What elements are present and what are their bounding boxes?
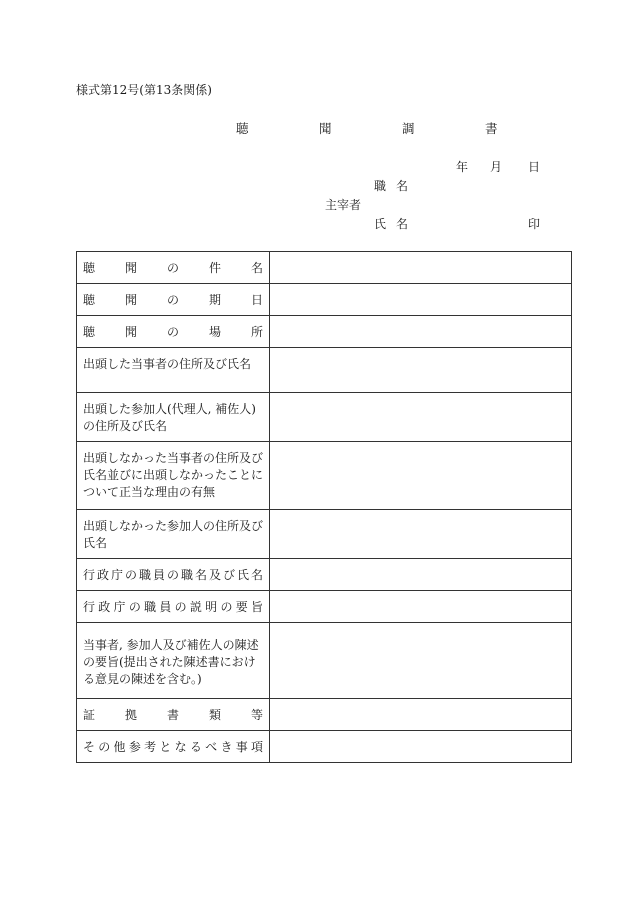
row-label-participant-absent: 出頭しなかった参加人の住所及び氏名 <box>77 510 270 559</box>
table-row <box>77 348 572 393</box>
table-row <box>77 393 572 442</box>
row-value-hearing-subject[interactable] <box>270 252 572 284</box>
signature-job-title-label: 職名 <box>374 179 419 193</box>
table-row <box>77 559 572 591</box>
row-value-hearing-date[interactable] <box>270 284 572 316</box>
row-label-official-name: 行政庁の職員の職名及び氏名 <box>77 559 270 591</box>
table-row <box>77 510 572 559</box>
row-label-text <box>83 707 263 724</box>
row-value-participant-attended[interactable] <box>270 393 572 442</box>
date-day-label: 日 <box>528 160 541 174</box>
row-value-other-matters[interactable] <box>270 731 572 763</box>
label-char: 拠 <box>124 708 137 723</box>
table-row <box>77 623 572 699</box>
row-value-official-name[interactable] <box>270 559 572 591</box>
date-month-label: 月 <box>490 160 503 174</box>
row-value-party-attended[interactable] <box>270 348 572 393</box>
row-label-hearing-place <box>77 316 270 348</box>
document-title: 聴 聞 調 書 <box>236 121 527 136</box>
table-row <box>77 731 572 763</box>
label-char: 所 <box>250 325 263 340</box>
row-value-hearing-place[interactable] <box>270 316 572 348</box>
row-label-other-matters: その他参考となるべき事項 <box>77 731 270 763</box>
table-row <box>77 284 572 316</box>
label-char: 書 <box>166 708 179 723</box>
label-char: 名 <box>250 261 263 275</box>
row-label-official-explanation: 行政庁の職員の説明の要旨 <box>77 591 270 623</box>
label-char: 件 <box>208 261 221 275</box>
label-char: 場 <box>208 325 221 340</box>
row-label-text <box>83 324 263 341</box>
label-char: 証 <box>83 708 96 723</box>
row-value-participant-absent[interactable] <box>270 510 572 559</box>
row-value-party-absent[interactable] <box>270 442 572 510</box>
row-label-party-attended: 出頭した当事者の住所及び氏名 <box>77 348 270 393</box>
label-char: 類 <box>208 708 221 723</box>
label-char: の <box>166 325 179 340</box>
row-value-evidence[interactable] <box>270 699 572 731</box>
label-char: 聞 <box>124 261 137 275</box>
label-char: 期 <box>208 293 221 308</box>
table-row <box>77 252 572 284</box>
table-row <box>77 316 572 348</box>
row-label-hearing-date <box>77 284 270 316</box>
signature-seal-mark: 印 <box>528 217 541 231</box>
row-label-text <box>83 292 263 309</box>
row-label-statements: 当事者, 参加人及び補佐人の陳述の要旨(提出された陳述書における意見の陳述を含む。) <box>77 623 270 699</box>
signature-presider-label: 主宰者 <box>325 198 362 212</box>
table-row <box>77 591 572 623</box>
label-char: 聴 <box>83 325 96 340</box>
date-year-label: 年 <box>456 160 469 174</box>
row-label-hearing-subject <box>77 252 270 284</box>
label-char: 聞 <box>124 293 137 308</box>
label-char: の <box>166 261 179 275</box>
row-label-party-absent: 出頭しなかった当事者の住所及び氏名並びに出頭しなかったことについて正当な理由の有無 <box>77 442 270 510</box>
label-char: 聞 <box>124 325 137 340</box>
row-value-official-explanation[interactable] <box>270 591 572 623</box>
form-number: 様式第12号(第13条関係) <box>76 83 212 97</box>
row-value-statements[interactable] <box>270 623 572 699</box>
table-row <box>77 442 572 510</box>
label-char: の <box>166 293 179 308</box>
row-label-participant-attended: 出頭した参加人(代理人, 補佐人)の住所及び氏名 <box>77 393 270 442</box>
row-label-text <box>83 260 263 277</box>
row-label-evidence <box>77 699 270 731</box>
label-char: 等 <box>250 708 263 723</box>
signature-name-label: 氏名 <box>374 217 419 231</box>
hearing-record-table <box>76 251 572 763</box>
table-row <box>77 699 572 731</box>
label-char: 聴 <box>83 261 96 275</box>
label-char: 聴 <box>83 293 96 308</box>
label-char: 日 <box>250 293 263 308</box>
